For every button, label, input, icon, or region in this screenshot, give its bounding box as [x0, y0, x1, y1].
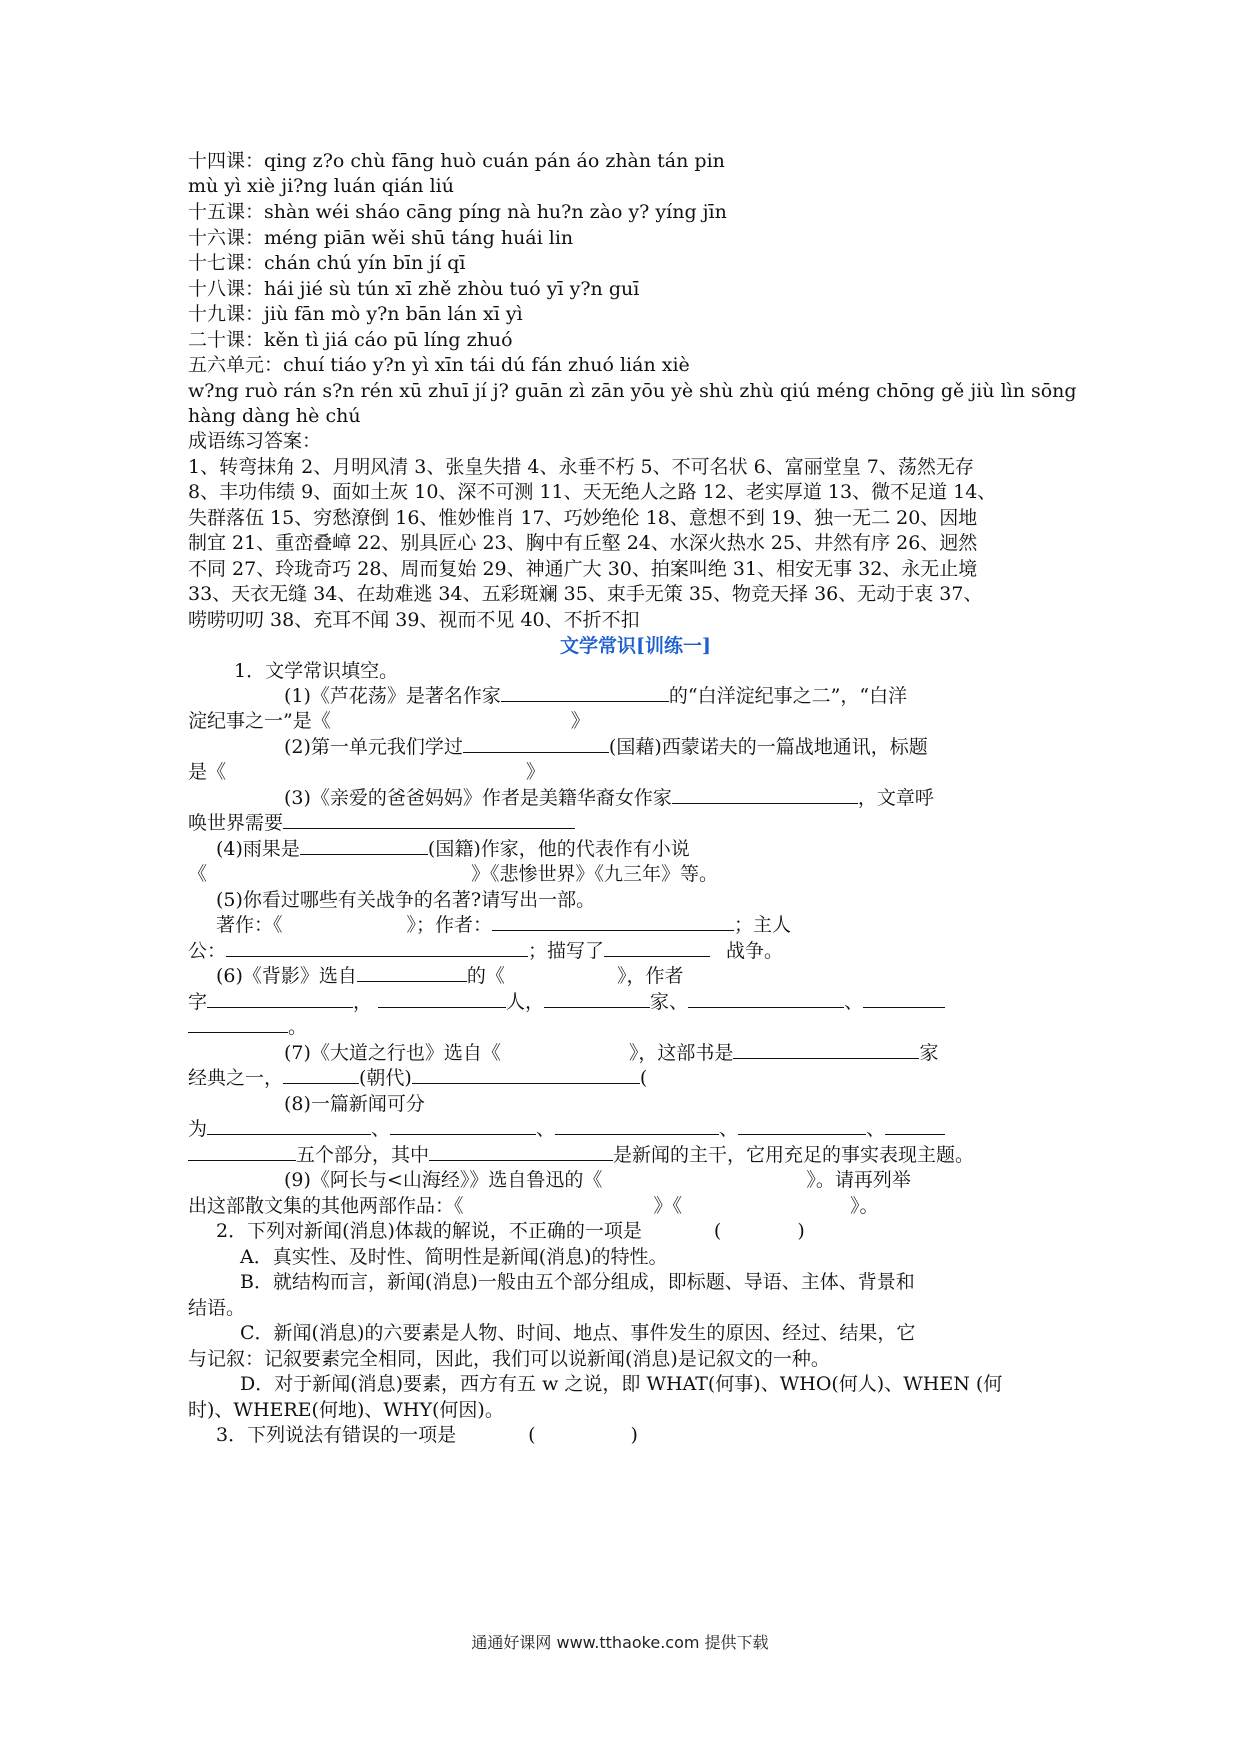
q1-item-7-cont: 经典之一， (朝代) (	[188, 1067, 648, 1089]
q1-item-5-work: 著作：《 》；作者： ；主人	[216, 914, 792, 936]
answer-blank[interactable]	[188, 1014, 288, 1033]
answer-blank[interactable]	[283, 810, 575, 829]
q1-item-5-cont: 公： ；描写了 战争。	[188, 940, 784, 962]
answer-blank[interactable]	[492, 912, 734, 931]
q1-item-8: (8)一篇新闻可分	[284, 1093, 425, 1115]
answer-blank[interactable]	[429, 1142, 613, 1161]
answer-blank[interactable]	[863, 989, 945, 1008]
q2-option-c: C．新闻(消息)的六要素是人物、时间、地点、事件发生的原因、经过、结果，它	[240, 1322, 916, 1344]
pinyin-line: hàng dàng hè chú	[188, 405, 361, 427]
answer-blank[interactable]	[544, 989, 650, 1008]
answer-blank[interactable]	[672, 785, 858, 804]
answer-blank[interactable]	[283, 1065, 359, 1084]
answer-blank[interactable]	[207, 1116, 371, 1135]
q1-item-7: (7)《大道之行也》选自《 》，这部书是 家	[284, 1042, 939, 1064]
idiom-line: 不同 27、玲珑奇巧 28、周而复始 29、神通广大 30、拍案叫绝 31、相安无事 32、永无止境	[188, 558, 978, 580]
pinyin-line: 十五课：shàn wéi sháo cāng píng nà hu?n zào y? yíng jīn	[188, 201, 727, 223]
q1-item-9: (9)《阿长与<山海经》》选自鲁迅的《 》。请再列举	[284, 1169, 911, 1191]
q2-option-c-cont: 与记叙：记叙要素完全相同，因此，我们可以说新闻(消息)是记叙文的一种。	[188, 1348, 830, 1370]
answer-paren[interactable]: ( )	[528, 1424, 638, 1446]
answer-blank[interactable]	[188, 1142, 296, 1161]
q1-item-4: (4)雨果是 (国籍)作家，他的代表作有小说	[216, 838, 690, 860]
answer-blank[interactable]	[463, 734, 609, 753]
page-footer: 通通好课网 www.tthaoke.com 提供下载	[471, 1633, 769, 1652]
idiom-line: 8、丰功伟绩 9、面如土灰 10、深不可测 11、天无绝人之路 12、老实厚道 13、微不足道 14、	[188, 481, 997, 503]
pinyin-line: 十四课：qing z?o chù fāng huò cuán pán áo zhàn tán pin	[188, 150, 725, 172]
idiom-line: 1、转弯抹角 2、月明风清 3、张皇失措 4、永垂不朽 5、不可名状 6、富丽堂皇 7、荡然无存	[188, 456, 974, 478]
q2-stem: 2．下列对新闻(消息)体裁的解说，不正确的一项是 ( )	[216, 1220, 805, 1242]
q1-item-4-cont: 《 》《悲惨世界》《九三年》等。	[188, 863, 719, 885]
q2-option-d-cont: 时)、WHERE(何地)、WHY(何因)。	[188, 1399, 504, 1421]
q2-option-b: B．就结构而言，新闻(消息)一般由五个部分组成，即标题、导语、主体、背景和	[240, 1271, 915, 1293]
q1-item-3: (3)《亲爱的爸爸妈妈》作者是美籍华裔女作家 ，文章呼	[284, 787, 934, 809]
q1-item-5: (5)你看过哪些有关战争的名著?请写出一部。	[216, 889, 596, 911]
answer-paren[interactable]: ( )	[713, 1220, 805, 1242]
pinyin-line: 二十课：kěn tì jiá cáo pū líng zhuó	[188, 329, 513, 351]
q1-item-1: (1)《芦花荡》是著名作家 的“白洋淀纪事之二”，“白洋	[284, 685, 908, 707]
q1-item-2-cont: 是《 》	[188, 761, 546, 783]
answer-blank[interactable]	[412, 1065, 640, 1084]
q1-item-3-cont: 唤世界需要	[188, 810, 575, 836]
answer-blank[interactable]	[688, 989, 844, 1008]
answer-blank[interactable]	[226, 938, 528, 957]
idiom-line: 制宜 21、重峦叠嶂 22、别具匠心 23、胸中有丘壑 24、水深火热水 25、井然有序 26、迥然	[188, 532, 978, 554]
q1-item-1-cont: 淀纪事之一”是《 》	[188, 710, 590, 732]
answer-blank[interactable]	[501, 683, 669, 702]
pinyin-line: 十六课：méng piān wěi shū táng huái lin	[188, 227, 574, 249]
answer-blank[interactable]	[300, 836, 428, 855]
answer-blank[interactable]	[733, 1040, 919, 1059]
q1-item-8-cont: 为 、 、 、 、	[188, 1116, 945, 1142]
q1-item-2: (2)第一单元我们学过 (国藉)西蒙诺夫的一篇战地通讯，标题	[284, 736, 928, 758]
section-title: 文学常识[训练一]	[560, 635, 711, 657]
pinyin-line: w?ng ruò rán s?n rén xū zhuī jí j? guān zì zān yōu yè shù zhù qiú méng chōng gě jiù lìn sōng	[188, 380, 1077, 402]
q2-option-a: A．真实性、及时性、简明性是新闻(消息)的特性。	[240, 1246, 668, 1268]
q3-stem: 3．下列说法有错误的一项是 ( )	[216, 1424, 638, 1446]
answer-blank[interactable]	[357, 963, 467, 982]
q1-heading: 1．文学常识填空。	[234, 660, 399, 682]
pinyin-line: 十八课：hái jié sù tún xī zhě zhòu tuó yī y?n guī	[188, 278, 640, 300]
q1-item-9-cont: 出这部散文集的其他两部作品：《 》《 》。	[188, 1195, 879, 1217]
q2-option-d: D．对于新闻(消息)要素，西方有五 w 之说，即 WHAT(何事)、WHO(何人)、WHEN (何	[240, 1373, 1003, 1395]
pinyin-line: 十九课：jiù fān mò y?n bān lán xī yì	[188, 303, 523, 325]
idiom-line: 失群落伍 15、穷愁潦倒 16、惟妙惟肖 17、巧妙绝伦 18、意想不到 19、独一无二 20、因地	[188, 507, 978, 529]
answer-blank[interactable]	[604, 938, 710, 957]
q2-option-b-cont: 结语。	[188, 1297, 246, 1319]
idiom-line: 33、天衣无缝 34、在劫难逃 34、五彩斑斓 35、束手无策 35、物竞天择 36、无动于衷 37、	[188, 583, 983, 605]
q1-item-6-end: 。	[188, 1014, 307, 1040]
q1-item-6: (6)《背影》选自 的《 》，作者	[216, 965, 684, 987]
pinyin-line: mù yì xiè ji?ng luán qián liú	[188, 175, 454, 197]
answer-blank[interactable]	[390, 1116, 536, 1135]
answer-blank[interactable]	[378, 989, 506, 1008]
idiom-heading: 成语练习答案：	[188, 430, 322, 452]
answer-blank[interactable]	[555, 1116, 719, 1135]
pinyin-line: 五六单元：chuí tiáo y?n yì xīn tái dú fán zhuó lián xiè	[188, 354, 690, 376]
idiom-line: 唠唠叨叨 38、充耳不闻 39、视而不见 40、不折不扣	[188, 609, 640, 631]
q1-item-8-end: 五个部分，其中 是新闻的主干，它用充足的事实表现主题。	[188, 1142, 974, 1168]
answer-blank[interactable]	[207, 989, 353, 1008]
answer-blank[interactable]	[885, 1116, 945, 1135]
answer-blank[interactable]	[738, 1116, 866, 1135]
q1-item-6-cont: 字 ， 人， 家、 、	[188, 989, 945, 1015]
pinyin-line: 十七课：chán chú yín bīn jí qī	[188, 252, 466, 274]
